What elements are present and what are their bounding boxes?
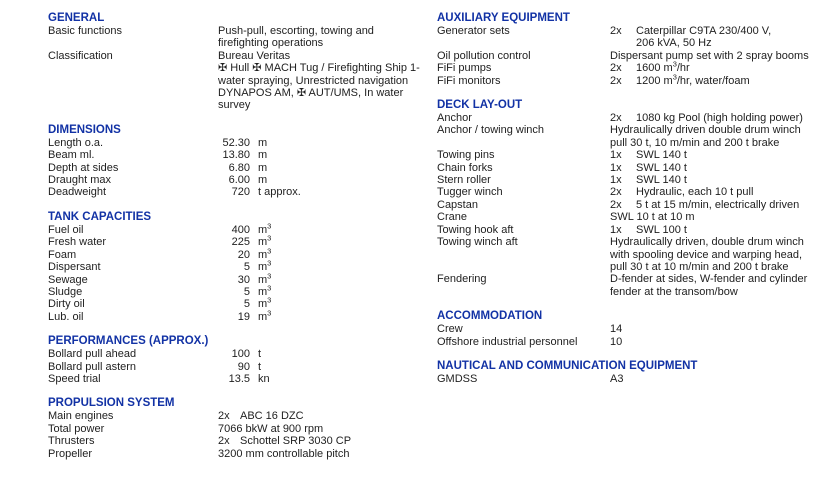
spec-row xyxy=(437,50,829,62)
spec-label: Length o.a. xyxy=(48,136,104,149)
value-text: Push-pull, escorting, towing and xyxy=(218,25,374,37)
value-text: SWL 140 t xyxy=(636,149,687,162)
spec-row xyxy=(437,224,829,236)
spec-row xyxy=(48,373,423,385)
spec-value-line xyxy=(610,59,829,75)
spec-row xyxy=(437,336,829,348)
spec-value-line xyxy=(610,124,829,136)
spec-value xyxy=(218,137,423,149)
unit-text: t xyxy=(258,348,262,361)
unit-text: m xyxy=(258,273,268,286)
spec-value-line xyxy=(218,62,423,74)
spec-number: 5 xyxy=(243,261,250,274)
spec-value xyxy=(218,221,423,236)
spec-label: Propeller xyxy=(48,447,93,460)
spec-number: 225 xyxy=(231,236,250,249)
value-text: Dispersant pump set with 2 spray booms xyxy=(610,49,809,62)
spec-row xyxy=(48,246,423,261)
spec-value xyxy=(610,199,829,211)
unit-text: m xyxy=(258,223,268,236)
spec-value xyxy=(610,373,829,385)
spec-row xyxy=(48,435,423,447)
section-title: TANK CAPACITIES xyxy=(48,210,152,223)
spec-unit xyxy=(258,308,272,323)
spec-value-line xyxy=(610,323,829,335)
spec-value-line xyxy=(610,25,829,37)
spec-row xyxy=(48,361,423,373)
value-text: survey xyxy=(218,99,251,112)
value-text: SWL 140 t xyxy=(636,174,687,187)
spec-unit xyxy=(258,373,270,385)
spec-value xyxy=(218,25,423,50)
unit-text: m xyxy=(258,174,268,187)
unit-text: m xyxy=(258,261,268,274)
value-text: 1600 m xyxy=(636,62,673,75)
spec-number: 400 xyxy=(231,223,250,236)
spec-section xyxy=(437,310,829,348)
spec-label: Towing hook aft xyxy=(437,223,514,236)
spec-label: Deadweight xyxy=(48,186,107,199)
spec-value-line xyxy=(610,236,829,248)
section-title: GENERAL xyxy=(48,12,105,24)
spec-value-line xyxy=(610,50,829,62)
value-text: Hydraulic, each 10 t pull xyxy=(636,186,754,199)
spec-number: 30 xyxy=(237,273,250,286)
value-text: A3 xyxy=(610,372,624,385)
spec-label: Dispersant xyxy=(48,261,101,274)
section-title: DIMENSIONS xyxy=(48,123,121,136)
spec-value xyxy=(218,423,423,435)
quantity-prefix: 1x xyxy=(610,149,622,162)
spec-value xyxy=(218,448,423,460)
spec-row xyxy=(437,236,829,273)
value-text: 14 xyxy=(610,323,623,336)
spec-section xyxy=(48,124,423,199)
spec-unit xyxy=(258,149,267,161)
spec-unit xyxy=(258,162,267,174)
value-text: Bureau Veritas xyxy=(218,49,291,62)
spec-value xyxy=(610,149,829,161)
spec-unit xyxy=(258,137,267,149)
spec-value-line xyxy=(218,87,423,99)
spec-row xyxy=(48,270,423,286)
spec-value xyxy=(218,435,423,447)
spec-row xyxy=(48,283,423,298)
spec-row xyxy=(48,410,423,422)
spec-section xyxy=(48,12,423,112)
spec-value xyxy=(610,124,829,149)
spec-label: Generator sets xyxy=(437,25,510,37)
spec-label: Anchor / towing winch xyxy=(437,124,544,137)
quantity-prefix: 2x xyxy=(610,198,622,211)
spec-value xyxy=(218,361,423,373)
spec-label: Chain forks xyxy=(437,161,493,174)
value-text: /hr xyxy=(676,62,690,75)
spec-label: Speed trial xyxy=(48,372,101,385)
spec-label: Thrusters xyxy=(48,435,95,448)
spec-number: 100 xyxy=(231,348,250,361)
spec-label: Bollard pull astern xyxy=(48,360,137,373)
spec-value-line xyxy=(610,137,829,149)
spec-number: 6.80 xyxy=(228,161,250,174)
value-text: 3200 mm controllable pitch xyxy=(218,447,350,460)
spec-value-line xyxy=(610,174,829,186)
spec-row xyxy=(48,50,423,112)
value-text: ABC 16 DZC xyxy=(240,410,304,423)
spec-value xyxy=(218,308,423,323)
value-text: Hydraulically driven double drum winch xyxy=(610,124,801,137)
spec-label: Classification xyxy=(48,49,113,62)
spec-label: Oil pollution control xyxy=(437,49,531,62)
spec-value xyxy=(610,236,829,273)
spec-unit xyxy=(258,361,261,373)
spec-row xyxy=(48,348,423,360)
spec-value-line xyxy=(610,336,829,348)
spec-row xyxy=(437,25,829,50)
spec-label: Towing winch aft xyxy=(437,236,518,249)
spec-unit xyxy=(258,186,301,198)
spec-value xyxy=(218,270,423,286)
spec-value-line xyxy=(610,162,829,174)
spec-row xyxy=(48,295,423,311)
section-title: NAUTICAL AND COMMUNICATION EQUIPMENT xyxy=(437,359,698,372)
spec-value xyxy=(610,186,829,198)
quantity-prefix: 1x xyxy=(610,174,622,187)
spec-value-line xyxy=(610,373,829,385)
spec-label: Stern roller xyxy=(437,174,491,187)
spec-value xyxy=(610,59,829,75)
section-title: ACCOMMODATION xyxy=(437,310,543,323)
unit-text: m xyxy=(258,161,268,174)
spec-row xyxy=(48,221,423,236)
spec-row xyxy=(48,423,423,435)
spec-value-line xyxy=(218,99,423,111)
value-text: Schottel SRP 3030 CP xyxy=(240,435,352,448)
unit-superscript: 3 xyxy=(267,221,272,231)
spec-value xyxy=(218,149,423,161)
spec-value-line xyxy=(610,37,829,49)
value-text: with spooling device and warping head, xyxy=(610,248,803,261)
spec-value xyxy=(218,162,423,174)
spec-row xyxy=(437,211,829,223)
spec-value-line xyxy=(218,37,423,49)
unit-superscript: 3 xyxy=(267,295,272,305)
spec-label: Crew xyxy=(437,323,463,336)
spec-row xyxy=(48,308,423,323)
spec-row xyxy=(437,174,829,186)
spec-unit xyxy=(258,348,261,360)
unit-text: m xyxy=(258,248,268,261)
value-text: 10 xyxy=(610,335,623,348)
spec-label: Basic functions xyxy=(48,25,122,37)
spec-row xyxy=(437,373,829,385)
spec-number: 6.00 xyxy=(228,174,250,187)
spec-label: Sewage xyxy=(48,273,88,286)
spec-label: Fresh water xyxy=(48,236,107,249)
spec-row xyxy=(437,199,829,211)
quantity-prefix: 2x xyxy=(218,410,230,423)
quantity-prefix: 2x xyxy=(610,62,622,75)
spec-value xyxy=(610,50,829,62)
section-title: AUXILIARY EQUIPMENT xyxy=(437,12,570,24)
spec-value xyxy=(218,174,423,186)
spec-row xyxy=(437,112,829,124)
spec-section xyxy=(48,211,423,323)
spec-row xyxy=(437,323,829,335)
quantity-prefix: 1x xyxy=(610,223,622,236)
value-text: pull 30 t, 10 m/min and 200 t brake xyxy=(610,136,780,149)
spec-label: Capstan xyxy=(437,198,478,211)
value-superscript: 3 xyxy=(672,59,677,69)
spec-row xyxy=(437,273,829,298)
spec-label: Crane xyxy=(437,211,467,224)
value-text: D-fender at sides, W-fender and cylinder xyxy=(610,273,808,286)
spec-label: Towing pins xyxy=(437,149,495,162)
spec-value xyxy=(218,348,423,360)
value-text: fender at the transom/bow xyxy=(610,285,738,298)
spec-row xyxy=(437,162,829,174)
spec-value xyxy=(218,410,423,422)
value-text: SWL 140 t xyxy=(636,161,687,174)
spec-row xyxy=(437,59,829,75)
spec-value-line xyxy=(218,448,423,460)
spec-label: Main engines xyxy=(48,410,114,423)
spec-value-line xyxy=(610,149,829,161)
unit-text: m xyxy=(258,285,268,298)
spec-number: 90 xyxy=(237,360,250,373)
quantity-prefix: 2x xyxy=(610,186,622,199)
spec-value-line xyxy=(610,249,829,261)
value-text: 7066 bkW at 900 rpm xyxy=(218,422,324,435)
spec-value-line xyxy=(218,423,423,435)
quantity-prefix: 1x xyxy=(610,161,622,174)
value-superscript: 3 xyxy=(672,71,677,81)
spec-label: Beam ml. xyxy=(48,149,95,162)
spec-value-line xyxy=(610,224,829,236)
spec-value-line xyxy=(610,71,829,87)
unit-text: m xyxy=(258,149,268,162)
spec-label: Bollard pull ahead xyxy=(48,348,137,361)
section-title: PROPULSION SYSTEM xyxy=(48,397,175,410)
spec-label: FiFi pumps xyxy=(437,62,492,75)
spec-value-line xyxy=(610,261,829,273)
unit-text: m xyxy=(258,310,268,323)
spec-number: 52.30 xyxy=(222,136,250,149)
spec-number: 13.80 xyxy=(222,149,250,162)
spec-row xyxy=(48,258,423,274)
unit-text: t approx. xyxy=(258,186,301,199)
spec-number: 19 xyxy=(237,310,250,323)
spec-label: FiFi monitors xyxy=(437,74,501,87)
spec-section xyxy=(48,335,423,385)
spec-row xyxy=(48,162,423,174)
spec-value xyxy=(610,162,829,174)
quantity-prefix: 2x xyxy=(610,74,622,87)
spec-label: Sludge xyxy=(48,285,83,298)
spec-value-line xyxy=(610,199,829,211)
quantity-prefix: 2x xyxy=(610,25,622,37)
quantity-prefix: 2x xyxy=(218,435,230,448)
unit-superscript: 3 xyxy=(267,246,272,256)
spec-number: 20 xyxy=(237,248,250,261)
quantity-prefix: 2x xyxy=(610,112,622,125)
spec-value xyxy=(610,71,829,87)
spec-number: 5 xyxy=(243,298,250,311)
spec-label: Dirty oil xyxy=(48,298,85,311)
spec-section xyxy=(437,360,829,385)
spec-value xyxy=(610,211,829,223)
spec-row xyxy=(437,71,829,87)
spec-label: Depth at sides xyxy=(48,161,119,174)
spec-value xyxy=(218,186,423,198)
value-text: 206 kVA, 50 Hz xyxy=(636,37,712,50)
spec-value xyxy=(218,258,423,274)
spec-value-line xyxy=(218,50,423,62)
spec-number: 5 xyxy=(243,285,250,298)
spec-value-line xyxy=(218,410,423,422)
value-text: 1200 m xyxy=(636,74,673,87)
spec-value-line xyxy=(218,75,423,87)
spec-section xyxy=(437,99,829,298)
value-text: firefighting operations xyxy=(218,37,324,50)
spec-row xyxy=(437,124,829,149)
spec-unit xyxy=(258,174,267,186)
spec-row xyxy=(48,186,423,198)
spec-row xyxy=(437,149,829,161)
value-text: SWL 100 t xyxy=(636,223,687,236)
spec-value-line xyxy=(218,435,423,447)
spec-value-line xyxy=(610,273,829,285)
spec-value xyxy=(610,336,829,348)
unit-text: m xyxy=(258,136,268,149)
value-text: SWL 10 t at 10 m xyxy=(610,211,695,224)
spec-value xyxy=(218,283,423,298)
value-text: 1080 kg Pool (high holding power) xyxy=(636,112,803,125)
spec-value-line xyxy=(610,286,829,298)
spec-value xyxy=(610,224,829,236)
section-title: DECK LAY-OUT xyxy=(437,99,523,112)
spec-value-line xyxy=(610,186,829,198)
spec-value xyxy=(610,25,829,50)
spec-value-line xyxy=(610,112,829,124)
spec-label: Total power xyxy=(48,422,105,435)
value-text: 5 t at 15 m/min, electrically driven xyxy=(636,198,800,211)
spec-value xyxy=(610,112,829,124)
unit-superscript: 3 xyxy=(267,283,272,293)
unit-superscript: 3 xyxy=(267,258,272,268)
value-text: pull 30 t at 10 m/min and 200 t brake xyxy=(610,260,789,273)
unit-superscript: 3 xyxy=(267,308,272,318)
value-text: /hr, water/foam xyxy=(676,74,750,87)
spec-label: Tugger winch xyxy=(437,186,503,199)
spec-number: 13.5 xyxy=(228,372,250,385)
spec-value xyxy=(218,50,423,112)
value-text: Hydraulically driven, double drum winch xyxy=(610,236,804,249)
spec-column-right xyxy=(437,12,829,397)
unit-text: m xyxy=(258,298,268,311)
spec-value xyxy=(218,373,423,385)
spec-row xyxy=(48,448,423,460)
spec-value xyxy=(218,233,423,249)
spec-row xyxy=(48,149,423,161)
spec-row xyxy=(48,25,423,50)
spec-number: 720 xyxy=(231,186,250,199)
spec-value xyxy=(610,323,829,335)
spec-section xyxy=(437,12,829,87)
spec-value xyxy=(218,295,423,311)
spec-row xyxy=(48,174,423,186)
spec-section xyxy=(48,397,423,460)
value-text: ✠ Hull ✠ MACH Tug / Firefighting Ship 1- xyxy=(218,62,420,75)
unit-superscript: 3 xyxy=(267,233,272,243)
spec-row xyxy=(437,186,829,198)
spec-row xyxy=(48,137,423,149)
spec-value xyxy=(610,174,829,186)
spec-label: GMDSS xyxy=(437,372,478,385)
spec-label: Fuel oil xyxy=(48,223,84,236)
spec-column-left xyxy=(48,12,423,472)
value-text: Caterpillar C9TA 230/400 V, xyxy=(636,25,772,37)
value-text: water spraying, Unrestricted navigation xyxy=(218,74,409,87)
value-text: DYNAPOS AM, ✠ AUT/UMS, In water xyxy=(218,87,404,100)
spec-label: Offshore industrial personnel xyxy=(437,335,578,348)
spec-label: Draught max xyxy=(48,174,111,187)
spec-row xyxy=(48,233,423,249)
unit-superscript: 3 xyxy=(267,270,272,280)
spec-label: Lub. oil xyxy=(48,310,84,323)
spec-value xyxy=(610,273,829,298)
spec-value xyxy=(218,246,423,261)
unit-text: t xyxy=(258,360,262,373)
spec-label: Fendering xyxy=(437,273,487,286)
spec-value-line xyxy=(610,211,829,223)
unit-text: kn xyxy=(258,372,270,385)
unit-text: m xyxy=(258,236,268,249)
section-title: PERFORMANCES (APPROX.) xyxy=(48,335,209,348)
spec-value-line xyxy=(218,25,423,37)
spec-label: Anchor xyxy=(437,112,472,125)
spec-label: Foam xyxy=(48,248,77,261)
